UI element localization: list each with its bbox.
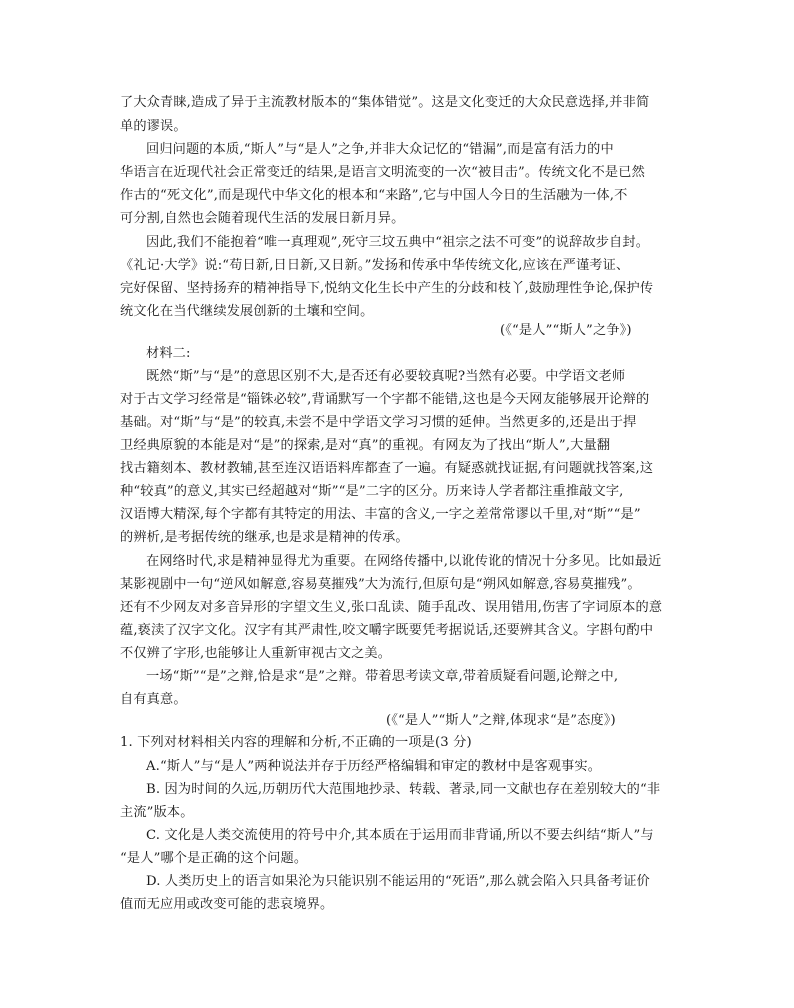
text-line: 不仅辨了字形,也能够让人重新审视古文之美。 (120, 646, 392, 661)
text-line: 的辨析,是考据传统的继承,也是求是精神的传承。 (120, 530, 409, 545)
material2-source: (《“是人”“斯人”之辩,体现求“是”态度》) (386, 713, 616, 728)
material1-source: (《“是人”“斯人”之争》) (500, 323, 632, 338)
option-c-cont: “是人”哪个是正确的这个问题。 (120, 851, 308, 866)
text-line: 汉语博大精深,每个字都有其特定的用法、丰富的含义,一字之差常常谬以千里,对“斯”“是” (120, 507, 641, 522)
question-stem: 1. 下列对材料相关内容的理解和分析,不正确的一项是(3 分) (120, 735, 472, 750)
text-line: 还有不少网友对多音异形的字望文生义,张口乱读、随手乱改、误用错用,伤害了字词原本的意 (120, 600, 663, 615)
text-line: 在网络时代,求是精神显得尤为重要。在网络传播中,以讹传讹的情况十分多见。比如最近 (146, 554, 662, 569)
option-d: D. 人类历史上的语言如果沦为只能识别不能运用的“死语”,那么就会陷入只具备考证价 (146, 874, 650, 889)
option-b: B. 因为时间的久远,历朝历代大范围地抄录、转载、著录,同一文献也存在差别较大的“非 (146, 782, 661, 797)
text-line: 基础。对“斯”与“是”的较真,未尝不是中学语文学习习惯的延伸。当然更多的,还是出于捍 (120, 415, 637, 430)
text-line: 单的谬误。 (120, 119, 187, 134)
text-line: 种“较真”的意义,其实已经超越对“斯”“是”二字的区分。历来诗人学者都注重推敲文字, (120, 484, 624, 499)
option-c: C. 文化是人类交流使用的符号中介,其本质在于运用而非背诵,所以不要去纠结“斯人”与 (146, 828, 654, 843)
text-line: 自有真意。 (120, 692, 187, 707)
text-line: 回归问题的本质,“斯人”与“是人”之争,并非大众记忆的“错漏”,而是富有活力的中 (146, 142, 614, 157)
option-b-cont: 主流”版本。 (120, 805, 194, 820)
option-a: A.“斯人”与“是人”两种说法并存于历经严格编辑和审定的教材中是客观事实。 (146, 759, 602, 774)
text-line: 华语言在近现代社会正常变迁的结果,是语言文明流变的一次“被目击”。传统文化不是已然 (120, 165, 645, 180)
text-line: 统文化在当代继续发展创新的土壤和空间。 (120, 304, 374, 319)
option-d-cont: 值而无应用或改变可能的悲哀境界。 (120, 897, 334, 912)
text-line: 卫经典原貌的本能是对“是”的探索,是对“真”的重视。有网友为了找出“斯人”,大量翻 (120, 438, 611, 453)
text-line: 对于古文学习经常是“锱铢必较”,背诵默写一个字都不能错,这也是今天网友能够展开论辩的 (120, 392, 650, 407)
material2-heading: 材料二: (146, 346, 191, 361)
text-line: 既然“斯”与“是”的意思区别不大,是否还有必要较真呢?当然有必要。中学语文老师 (146, 369, 626, 384)
text-line: 某影视剧中一句“逆风如解意,容易莫摧残”大为流行,但原句是“朔风如解意,容易莫摧残”。 (120, 577, 641, 592)
text-line: 找古籍刻本、教材教辅,甚至连汉语语料库都查了一遍。有疑惑就找证据,有问题就找答案,这 (120, 461, 654, 476)
text-line: 一场“斯”“是”之辩,恰是求“是”之辩。带着思考读文章,带着质疑看问题,论辩之中, (146, 669, 619, 684)
text-line: 可分割,自然也会随着现代生活的发展日新月异。 (120, 211, 405, 226)
text-line: 《礼记·大学》说:“苟日新,日日新,又日新。”发扬和传承中华传统文化,应该在严谨考证、 (120, 258, 630, 273)
text-line: 蕴,亵渎了汉字文化。汉字有其严肃性,咬文嚼字既要凭考据说话,还要辨其含义。字斟句酌中 (120, 623, 654, 638)
text-line: 作古的“死文化”,而是现代中华文化的根本和“来路”,它与中国人今日的生活融为一体,不 (120, 188, 628, 203)
text-line: 了大众青睐,造成了异于主流教材版本的“集体错觉”。这是文化变迁的大众民意选择,并非简 (120, 95, 650, 110)
text-line: 完好保留、坚持扬弃的精神指导下,悦纳文化生长中产生的分歧和枝丫,鼓励理性争论,保护传 (120, 281, 654, 296)
text-line: 因此,我们不能抱着“唯一真理观”,死守三坟五典中“祖宗之法不可变”的说辞故步自封。 (146, 235, 650, 250)
